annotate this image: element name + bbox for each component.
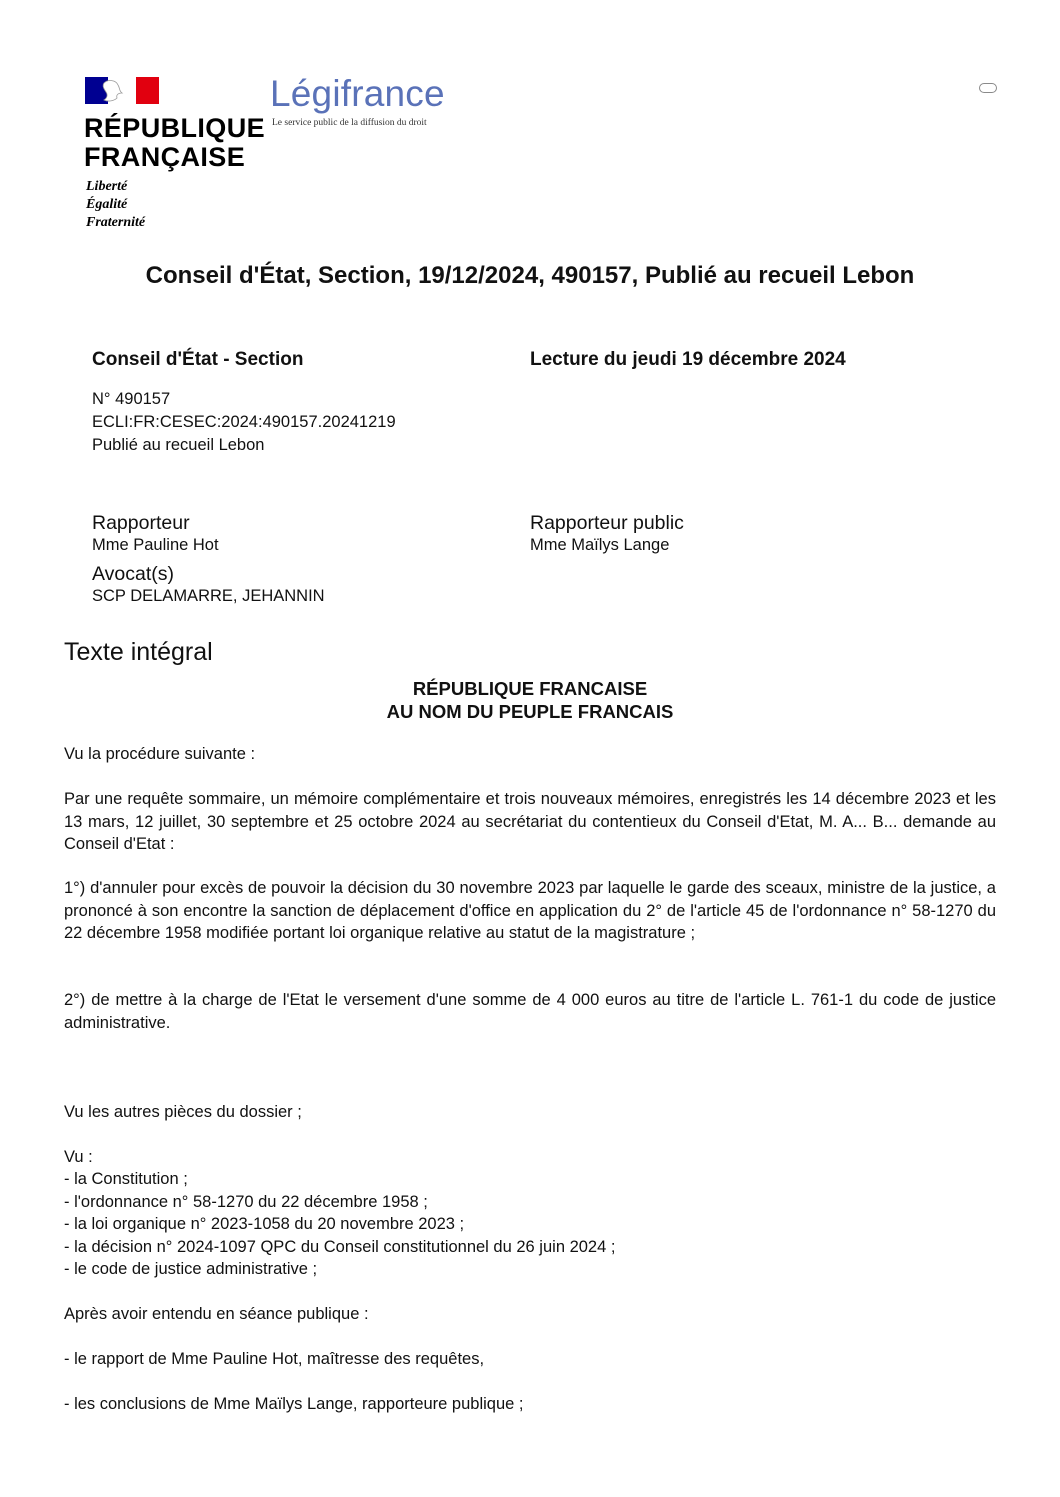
avocats-name: SCP DELAMARRE, JEHANNIN	[92, 587, 325, 605]
peuple-heading: AU NOM DU PEUPLE FRANCAIS	[386, 701, 674, 722]
motto-egalite: Égalité	[86, 197, 128, 212]
marianne-flag-logo	[85, 77, 159, 104]
decision-number: N° 490157	[92, 390, 171, 408]
motto-fraternite: Fraternité	[86, 215, 146, 230]
vu-pieces: Vu les autres pièces du dossier ;	[64, 1103, 302, 1121]
vu-label: Vu :	[64, 1148, 93, 1166]
rapporteur-public-label: Rapporteur public	[530, 512, 684, 534]
paragraph-requete: Par une requête sommaire, un mémoire complémentaire et trois nouveaux mémoires, enregistrés les 14 décembre 2023 et les 13 mars, 12 juillet, 30 septembre et 25 octobre 2024 au secrétariat du contentieux du Conseil d'Etat, M. A... B... demande au Conseil d'Etat :	[64, 790, 996, 853]
paragraph-frais: 2°) de mettre à la charge de l'Etat le versement d'une somme de 4 000 euros au titre de l'article L. 761-1 du code de justice administrative.	[64, 991, 996, 1032]
rapporteur-name: Mme Pauline Hot	[92, 536, 219, 554]
reading-date: Lecture du jeudi 19 décembre 2024	[530, 349, 846, 370]
conclusions-line: - les conclusions de Mme Maïlys Lange, rapporteure publique ;	[64, 1395, 524, 1413]
rapporteur-public-name: Mme Maïlys Lange	[530, 536, 670, 554]
motto	[86, 178, 145, 232]
full-text-heading: Texte intégral	[64, 638, 213, 666]
francaise-line: FRANÇAISE	[84, 142, 246, 172]
legifrance-tagline: Le service public de la diffusion du droit	[272, 118, 427, 128]
list-item: - le code de justice administrative ;	[64, 1260, 318, 1278]
ecli-code: ECLI:FR:CESEC:2024:490157.20241219	[92, 413, 396, 431]
decision-identifiers	[92, 388, 396, 457]
paragraph-annulation: 1°) d'annuler pour excès de pouvoir la décision du 30 novembre 2023 par laquelle le garde des sceaux, ministre de la justice, a prononcé à son encontre la sanction de déplacement d'office en application du 2° de l'article 45 de l'ordonnance n° 58-1270 du 22 décembre 1958 modifiée portant loi organique relative au statut de la magistrature ;	[64, 879, 996, 942]
motto-liberte: Liberté	[86, 179, 128, 194]
page-title: Conseil d'État, Section, 19/12/2024, 490157, Publié au recueil Lebon	[145, 262, 915, 289]
list-item: - l'ordonnance n° 58-1270 du 22 décembre 1958 ;	[64, 1192, 428, 1211]
court-heading: Conseil d'État - Section	[92, 349, 304, 370]
publication-status: Publié au recueil Lebon	[92, 436, 265, 454]
list-item: - la Constitution ;	[64, 1170, 188, 1188]
rapport-line: - le rapport de Mme Pauline Hot, maîtresse des requêtes,	[64, 1350, 485, 1368]
toggle-icon[interactable]	[979, 83, 997, 93]
vu-list	[64, 1168, 996, 1281]
apres-audience: Après avoir entendu en séance publique :	[64, 1305, 369, 1323]
republique-heading: RÉPUBLIQUE FRANCAISE	[412, 678, 648, 699]
list-item: - la loi organique n° 2023-1058 du 20 novembre 2023 ;	[64, 1215, 465, 1233]
avocats-label: Avocat(s)	[92, 563, 174, 585]
rapporteur-label: Rapporteur	[92, 512, 190, 534]
legifrance-logo-text[interactable]: Légifrance	[270, 73, 445, 114]
list-item: - la décision n° 2024-1097 QPC du Conseil constitutionnel du 26 juin 2024 ;	[64, 1237, 616, 1256]
marianne-profile-icon	[98, 79, 128, 103]
vu-procedure: Vu la procédure suivante :	[64, 745, 256, 763]
republique-line: RÉPUBLIQUE	[84, 113, 266, 143]
republique-francaise-wordmark	[84, 114, 265, 172]
